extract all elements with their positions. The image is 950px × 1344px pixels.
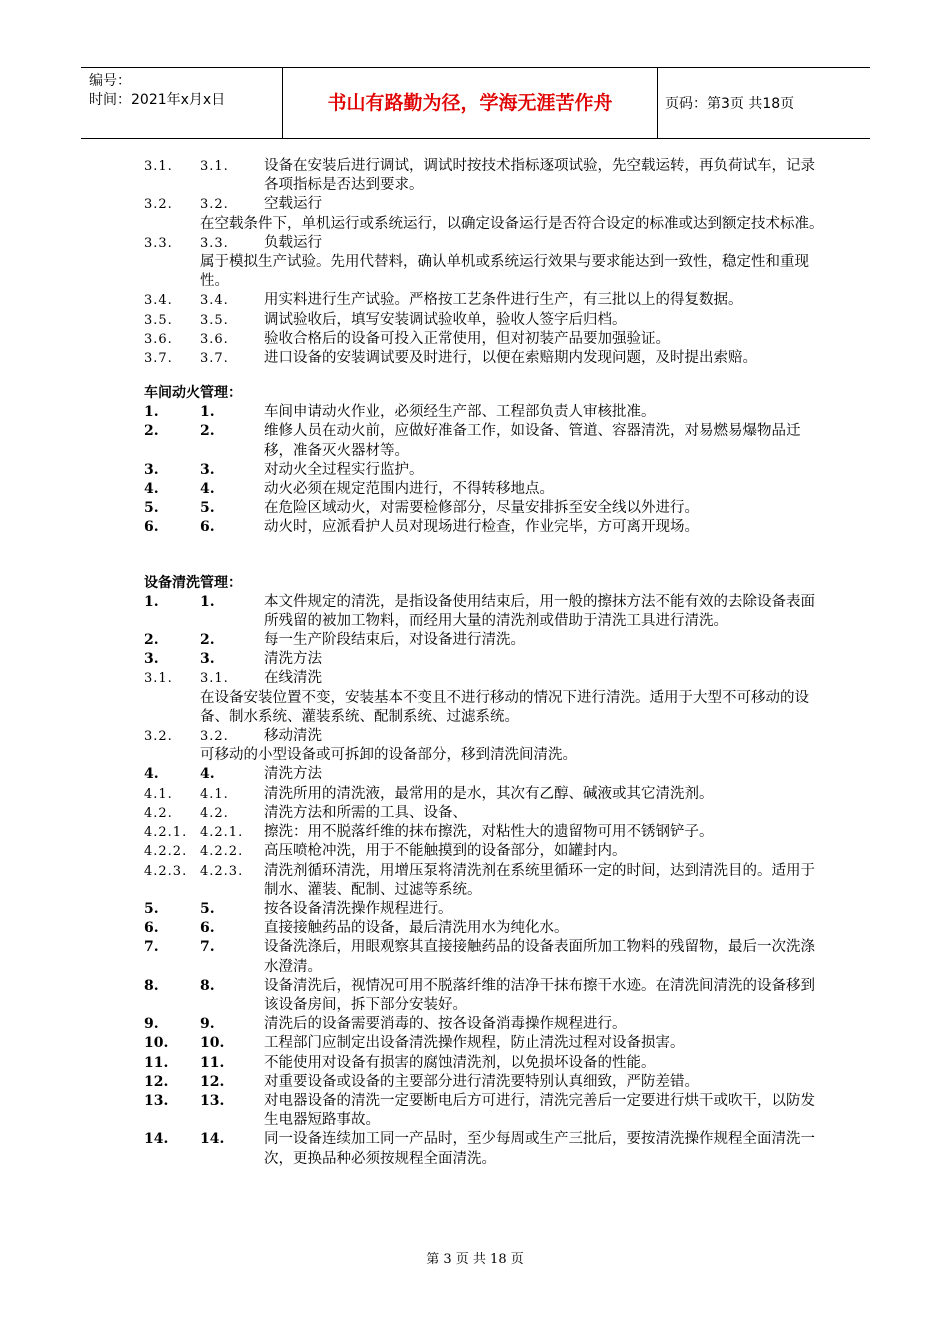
list-item [144,1034,824,1053]
list-item [144,195,824,214]
item-number-repeat: 3.6. [200,331,229,347]
list-item [144,765,824,784]
list-item [144,1015,824,1034]
list-item [144,291,824,310]
item-text: 清洗所用的清洗液，最常用的是水，其次有乙醇、碱液或其它清洗剂。 [264,785,714,802]
paragraph-text: 属于模拟生产试验。先用代替料，确认单机或系统运行效果与要求能达到一致性，稳定性和重现性。 [200,254,809,290]
item-number: 3.6. [144,331,173,347]
page-header [81,67,870,139]
item-text: 调试验收后，填写安装调试验收单，验收人签字后归档。 [264,311,627,328]
item-number: 4.1. [144,786,173,802]
item-number: 5. [144,900,159,917]
item-text: 同一设备连续加工同一产品时，至少每周或生产三批后，要按清洗操作规程全面清洗一次，更换品种必须按规程全面清洗。 [264,1131,815,1167]
item-text: 在危险区域动火，对需要检修部分，尽量安排拆至安全线以外进行。 [264,500,699,517]
document-body [144,157,824,1169]
item-number-repeat: 3.5. [200,312,229,328]
item-number-repeat: 8. [200,977,215,994]
item-number: 3.1. [144,671,173,687]
header-meta [89,72,225,110]
list-item [144,593,824,631]
list-item [144,157,824,195]
item-number: 12. [144,1073,169,1090]
item-number: 4.2.2. [144,844,188,860]
item-text: 动火必须在规定范围内进行，不得转移地点。 [264,481,554,498]
item-number: 8. [144,977,159,994]
item-number: 13. [144,1092,169,1109]
item-text: 移动清洗 [264,728,322,745]
item-number-repeat: 5. [200,500,215,517]
list-item [144,518,824,537]
item-text: 每一生产阶段结束后，对设备进行清洗。 [264,632,525,649]
item-number: 6. [144,519,159,536]
item-text: 按各设备清洗操作规程进行。 [264,900,453,917]
item-number-repeat: 7. [200,939,215,956]
item-number: 3.4. [144,293,173,309]
item-number-repeat: 3.7. [200,351,229,367]
list-item [144,1073,824,1092]
header-page-info: 页码：第3页 共18页 [665,96,795,112]
item-text: 负载运行 [264,234,322,251]
item-text: 工程部门应制定出设备清洗操作规程，防止清洗过程对设备损害。 [264,1035,685,1052]
paragraph-text: 可移动的小型设备或可拆卸的设备部分，移到清洗间清洗。 [200,747,577,764]
item-number-repeat: 11. [200,1054,225,1071]
paragraph-text: 在设备安装位置不变，安装基本不变且不进行移动的情况下进行清洗。适用于大型不可移动的设备、制水系统、灌装系统、配制系统、过滤系统。 [200,689,809,725]
item-number: 1. [144,593,159,610]
list-item [144,631,824,650]
item-number-repeat: 3.3. [200,235,229,251]
page-footer: 第 3 页 共 18 页 [426,1252,524,1267]
item-text: 直接接触药品的设备，最后清洗用水为纯化水。 [264,920,569,937]
list-item [144,842,824,861]
item-number: 10. [144,1035,169,1052]
spacer [144,368,824,384]
item-number-repeat: 3.4. [200,293,229,309]
item-number: 2. [144,423,159,440]
item-number: 3. [144,461,159,478]
number-label: 编号： [89,73,131,89]
list-item [144,919,824,938]
time-label: 时间：2021年x月x日 [89,92,226,108]
item-number-repeat: 9. [200,1016,215,1033]
item-number-repeat: 3.2. [200,729,229,745]
item-text: 车间申请动火作业，必须经生产部、工程部负责人审核批准。 [264,404,656,421]
item-text: 维修人员在动火前，应做好准备工作，如设备、管道、容器清洗，对易燃易爆物品迁移，准备灭火器材等。 [264,423,801,459]
item-number: 3.7. [144,351,173,367]
item-number-repeat: 14. [200,1131,225,1148]
item-number-repeat: 3. [200,461,215,478]
spacer [144,538,824,574]
list-item [144,804,824,823]
item-number: 3.2. [144,729,173,745]
item-text: 清洗剂循环清洗，用增压泵将清洗剂在系统里循环一定的时间，达到清洗目的。适用于制水、灌装、配制、过滤等系统。 [264,862,815,898]
list-item [144,669,824,688]
list-item [144,823,824,842]
item-text: 清洗后的设备需要消毒的、按各设备消毒操作规程进行。 [264,1016,627,1033]
item-text: 空载运行 [264,196,322,213]
item-number: 2. [144,632,159,649]
item-number-repeat: 2. [200,632,215,649]
item-number-repeat: 4.2. [200,805,229,821]
item-number: 3.1. [144,159,173,174]
item-number-repeat: 1. [200,404,215,421]
item-number-repeat: 4.1. [200,786,229,802]
item-text: 进口设备的安装调试要及时进行，以便在索赔期内发现问题，及时提出索赔。 [264,350,757,367]
item-number: 1. [144,404,159,421]
list-item [144,403,824,422]
item-number: 7. [144,939,159,956]
item-number-repeat: 2. [200,423,215,440]
item-number-repeat: 6. [200,920,215,937]
item-text: 不能使用对设备有损害的腐蚀清洗剂，以免损坏设备的性能。 [264,1054,656,1071]
item-text: 高压喷枪冲洗，用于不能触摸到的设备部分，如罐封内。 [264,843,627,860]
list-item [144,650,824,669]
item-number-repeat: 3.1. [200,159,229,174]
item-number-repeat: 4.2.2. [200,844,244,860]
item-text: 用实料进行生产试验。严格按工艺条件进行生产，有三批以上的得复数据。 [264,292,743,309]
list-item [144,499,824,518]
item-number-repeat: 6. [200,519,215,536]
item-text: 对重要设备或设备的主要部分进行清洗要特别认真细致，严防差错。 [264,1073,699,1090]
item-number: 9. [144,1016,159,1033]
header-motto: 书山有路勤为径，学海无涯苦作舟 [327,92,613,114]
item-number: 4.2.1. [144,825,188,841]
item-number-repeat: 5. [200,900,215,917]
list-item [144,330,824,349]
list-item [144,1092,824,1130]
item-number: 14. [144,1131,169,1148]
list-item [144,977,824,1015]
item-number-repeat: 4.2.1. [200,825,244,841]
item-number-repeat: 1. [200,593,215,610]
item-text: 对动火全过程实行监护。 [264,461,424,478]
list-item [144,461,824,480]
list-item [144,234,824,253]
item-number: 4. [144,766,159,783]
list-item [144,938,824,976]
item-number: 3. [144,651,159,668]
item-text: 擦洗：用不脱落纤维的抹布擦洗，对粘性大的遗留物可用不锈钢铲子。 [264,824,714,841]
item-text: 验收合格后的设备可投入正常使用，但对初装产品要加强验证。 [264,330,670,347]
list-item [144,727,824,746]
list-item [144,785,824,804]
item-number-repeat: 10. [200,1035,225,1052]
list-item [144,349,824,368]
header-divider [657,68,658,138]
item-number-repeat: 4. [200,766,215,783]
item-number: 4. [144,481,159,498]
item-text: 设备洗涤后，用眼观察其直接接触药品的设备表面所加工物料的残留物，最后一次洗涤水澄清。 [264,939,815,975]
item-number-repeat: 3. [200,651,215,668]
item-text: 在线清洗 [264,670,322,687]
list-item [144,862,824,900]
list-item [144,900,824,919]
item-number: 11. [144,1054,169,1071]
item-text: 本文件规定的清洗，是指设备使用结束后，用一般的擦抹方法不能有效的去除设备表面所残留的被加工物料，而经用大量的清洗剂或借助于清洗工具进行清洗。 [264,593,815,629]
item-text: 动火时，应派看护人员对现场进行检查，作业完毕，方可离开现场。 [264,519,699,536]
list-item [144,422,824,460]
item-number-repeat: 13. [200,1092,225,1109]
item-number-repeat: 4. [200,481,215,498]
paragraph-text: 在空载条件下，单机运行或系统运行，以确定设备运行是否符合设定的标准或达到额定技术标准。 [200,215,824,232]
list-item [144,480,824,499]
section-heading: 车间动火管理： [144,385,242,402]
item-number: 6. [144,920,159,937]
item-number: 3.2. [144,197,173,213]
item-text: 清洗方法 [264,766,322,783]
item-number-repeat: 3.2. [200,197,229,213]
section-heading: 设备清洗管理： [144,574,242,591]
item-number: 3.5. [144,312,173,328]
item-number: 4.2.3. [144,863,188,879]
list-item [144,1054,824,1073]
list-item [144,1130,824,1168]
list-item [144,311,824,330]
item-text: 对电器设备的清洗一定要断电后方可进行，清洗完善后一定要进行烘干或吹干，以防发生电器短路事故。 [264,1092,815,1129]
item-number-repeat: 4.2.3. [200,863,244,879]
item-text: 清洗方法和所需的工具、设备、 [264,804,467,821]
item-number-repeat: 3.1. [200,671,229,687]
item-number: 5. [144,500,159,517]
item-number-repeat: 12. [200,1073,225,1090]
item-text: 设备清洗后，视情况可用不脱落纤维的洁净干抹布擦干水迹。在清洗间清洗的设备移到该设备房间，拆下部分安装好。 [264,977,815,1013]
item-text: 清洗方法 [264,651,322,668]
item-number: 3.3. [144,235,173,251]
item-text: 设备在安装后进行调试，调试时按技术指标逐项试验，先空载运转，再负荷试车，记录各项指标是否达到要求。 [264,158,815,194]
item-number: 4.2. [144,805,173,821]
